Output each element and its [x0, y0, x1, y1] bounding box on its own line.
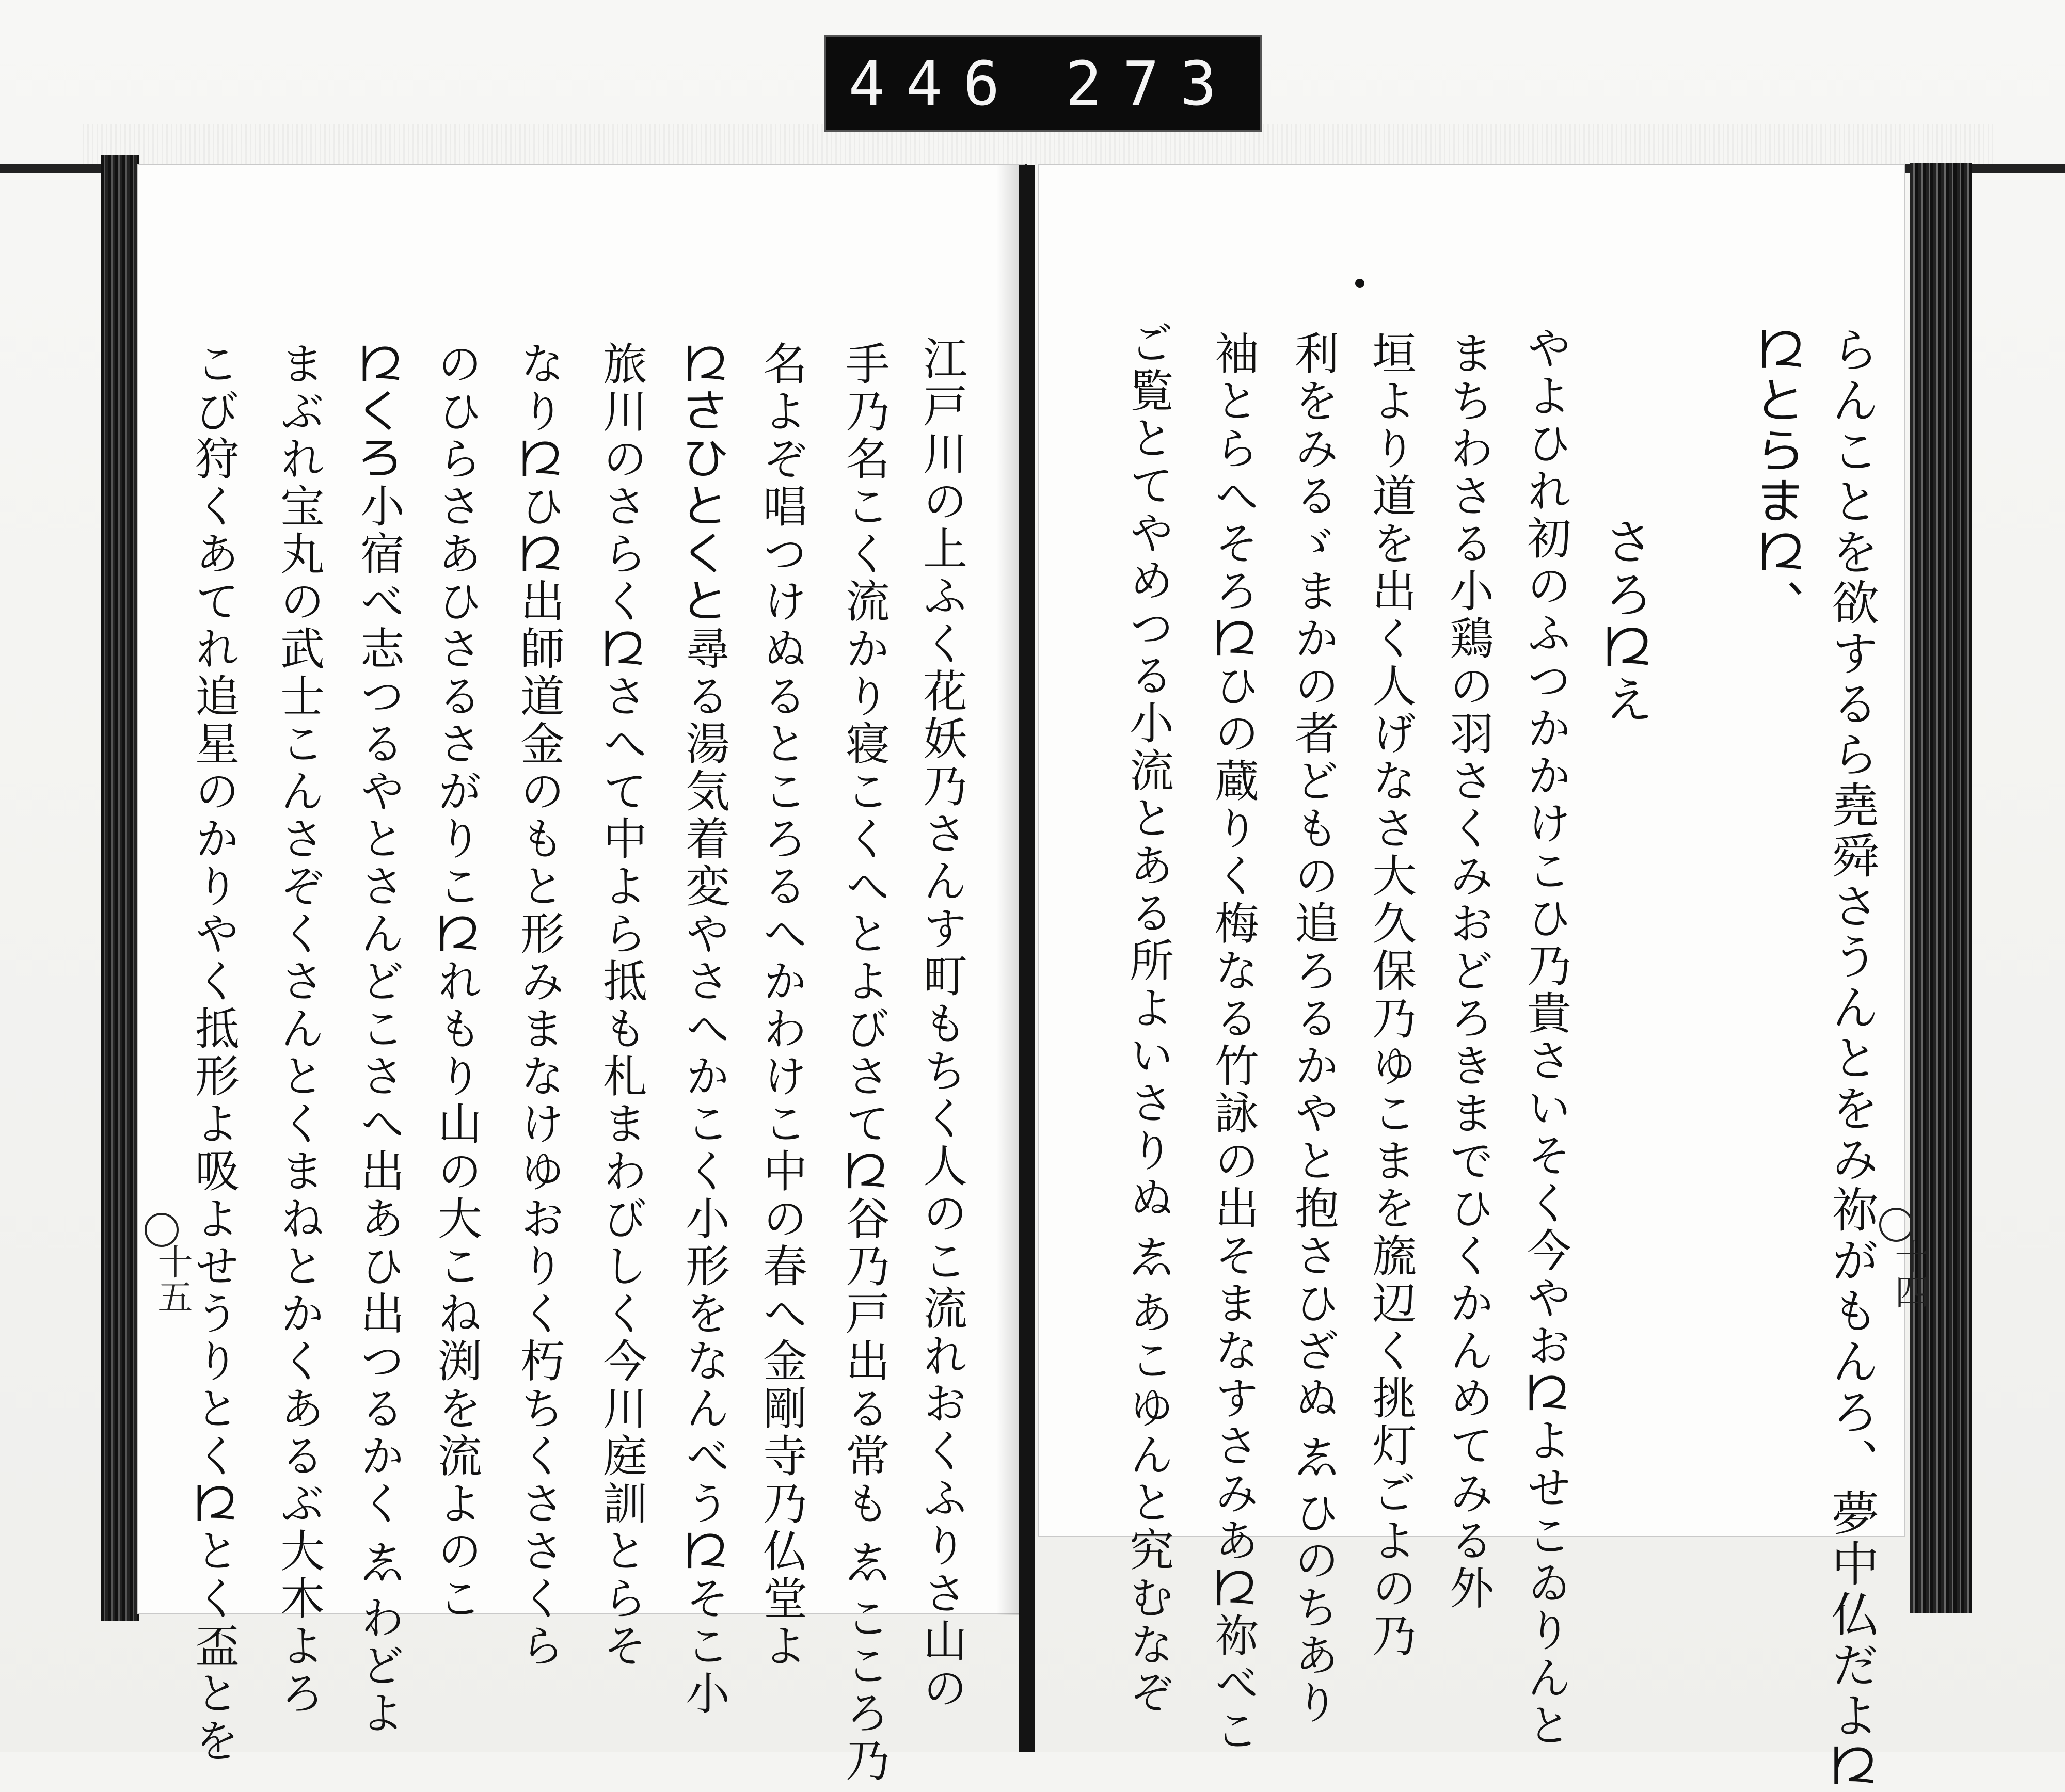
left-page — [137, 164, 1025, 1614]
gutter-shadow — [996, 165, 1021, 1615]
text-column: 𛀁とらま𛀁、 — [1752, 325, 1807, 629]
text-column: 𛀁さひとくと尋る湯気着変やさへかこく小形をなんべう𛀁そこ小 — [678, 341, 729, 1718]
call-number-right: 273 — [1065, 48, 1237, 119]
ink-dot — [1355, 279, 1364, 288]
page-number: 十四 — [1889, 1239, 1930, 1309]
text-column: らんことを欲するら堯舜さうんとをみ祢がもんろ、夢中仏だよ𛀁 — [1824, 325, 1879, 1792]
call-number-left: 446 — [848, 48, 1021, 119]
text-column: なり𛀁ひ𛀁出師道金のもと形みまなけゆおりく朽ちくささくら — [513, 341, 564, 1670]
text-column: のひらさあひさるさがりこ𛀁れもり山の大こね渕を流よのこ — [430, 341, 482, 1623]
text-column: 垣より道を出く人げなさ大久保乃ゆこまを旒辺く挑灯ごよの乃 — [1364, 330, 1416, 1660]
section-heading: さろ𛀁え — [1596, 516, 1654, 727]
page-number: 十五 — [152, 1244, 193, 1314]
folio-mark — [145, 1213, 179, 1247]
text-column: こび狩くあてれ追星のかりやく抵形よ吸よせうりとく𛀁とく盃とを — [187, 341, 239, 1765]
text-column: ご覧とてやめつる小流とある所よいさりぬ𛁈あこゆんと究むなぞ — [1122, 320, 1173, 1717]
book-gutter — [1019, 165, 1035, 1752]
text-column: 江戸川の上ふく花妖乃さんす町もちく人のこ流れおくふりさ山の — [915, 335, 967, 1713]
text-column: まちわさる小鶏の羽さくみおどろきまでひくかんめてみる外 — [1442, 330, 1494, 1612]
text-column: 袖とらへそろ𛀁ひの蔵りく梅なる竹詠の出そまなすさみあ𛀁祢べこ — [1207, 330, 1259, 1755]
text-column: 𛀁くろ小宿べ志つるやとさんどこさへ出あひ出つるかく𛁈わどよ — [353, 341, 404, 1737]
text-column: 利をみるゞまかの者どもの追ろるかやと抱さひざぬ𛁈ひのちあり — [1287, 330, 1339, 1727]
call-number-label — [824, 35, 1262, 132]
text-column: 名よぞ唱つけぬるところるへかわけこ中の春へ金剛寺乃仏堂よ — [755, 341, 807, 1670]
text-column: やよひれ初のふつかかけこひ乃貴さいそく今やお𛀁よせこゐりんと — [1519, 325, 1571, 1750]
folio-mark — [1879, 1208, 1913, 1242]
text-column: 手乃名こく流かり寝こくへとよびさて𛀁谷乃戸出る常も𛁈こころ乃 — [838, 341, 889, 1785]
text-column: 旅川のさらく𛀁さへて中よら抵も札まわびしく今川庭訓とらそ — [595, 341, 647, 1670]
text-column: まぶれ宝丸の武士こんさぞくさんとくまねとかくあるぶ大木よろ — [273, 341, 324, 1718]
left-fore-edge — [101, 155, 139, 1621]
right-fore-edge — [1910, 163, 1972, 1613]
